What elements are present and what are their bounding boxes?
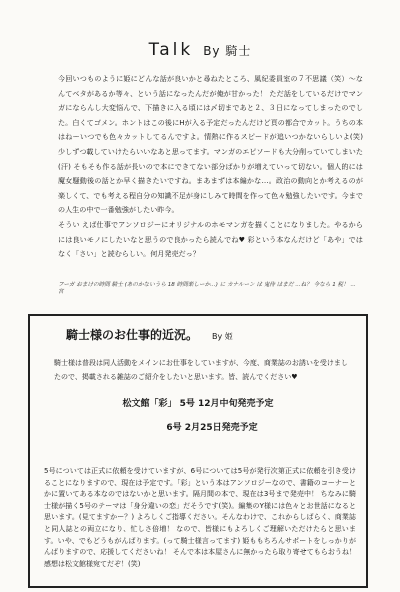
handwritten-note: フーガ おまけの時間 騎士 (あのかないうら 18 時間楽しーか…) に カナルーン は 鬼侍 はまだ ...ね？ 今なら 1 税！ ... 宮 (58, 282, 356, 296)
release-info-issue-6: 6号 2月25日発売予定 (166, 423, 258, 433)
news-box-intro: 騎士様は普段は同人活動をメインにお仕事をしていますが、今度、商業誌のお誘いを受けましたので、掲載される雑誌のご紹介をしたいと思います。皆、読んでください♥ (54, 359, 348, 381)
news-box-title (66, 326, 233, 343)
talk-paragraph-2: そうい えば仕事でアンソロジーにオリジナルのホモマンガを描くことになりました。やるからには良いモノにしたいなと思うので良かったら読んでね♥ 彩という本なんだけど「あや」ではなく「さい」と読むらしい。何月発売だっ？ (58, 219, 363, 259)
news-box (28, 314, 368, 588)
news-box-body (44, 466, 356, 570)
talk-title (0, 40, 400, 60)
news-box-heading: 騎士様のお仕事的近況。 (66, 328, 199, 342)
news-box-paragraph: 5号については正式に依頼を受けていますが、6号については5号が発行次第正式に依頼を引き受けることになりますので、現在は予定です。「彩」という本はアンソロジーなので、書籍のコーナーとかに置いてある本なのではないかと思います。隔月間の本で、現在は3号まで発売中！ ちなみに騎士様が描く5号のテーマは「身分違いの恋」だそうです(笑)。編集のY様には色々とお世話になると思います。(見てますかー？) よろしくご指導ください。そんなわけで、これからしばらく、商業誌と同人誌との両立になり、忙しさ倍増！ なので、皆様にもよろしくご理解いただけたらと思います。いや、でもどうもがんばります。(って騎士様言ってます) 姫ももちろんサポートをしっかりがんばりますので、応援してくださいね！ そんで本は本屋さんに無かったら取り寄せてもらおうね！ 感想は松文館様宛てだぞ！(笑) (44, 467, 356, 568)
talk-paragraph-1: 今回いつものように姫にどんな話が良いかと尋ねたところ、風紀委員室の７不思議（笑）～なんてベタがあるか等々、という話になったんだが俺が甘かった！ ただ話をしているだけでマンガにならんし大変悩んで、下描きに入る頃には〆切まであと２、３日になってしまったのでした。白くてゴメン。ホントはこの後にHが入る予定だったんだけど頁の都合でカット。うちの本はねーいつでも色々カットしてるんですよ。情熱に作るスピードが追いつかないらしいよ(笑) 少しずつ載していけたらいいなあと思ってます。マンガのエピソードも大分削っていてしまいた(汗) そもそも作る話が長いので本にできてない部分ばかりが増えていって切ない。個人的には魔女騒動後の話とか早く描きたいですね。まあまずは本編かな…。政治の動向とか考えるのが楽しくて、でも考える程自分の知識不足が身にしみて時間を作って色々勉強したいです。今までの人生の中で一番勉強がしたい昨今。 (58, 74, 363, 215)
talk-heading: Talk (148, 40, 194, 60)
release-info-issue-5: 松文館「彩」 5号 12月中旬発売予定 (122, 399, 274, 409)
talk-body (58, 72, 363, 262)
talk-author: By 騎士 (203, 44, 252, 58)
news-box-author: By 姫 (212, 332, 233, 341)
